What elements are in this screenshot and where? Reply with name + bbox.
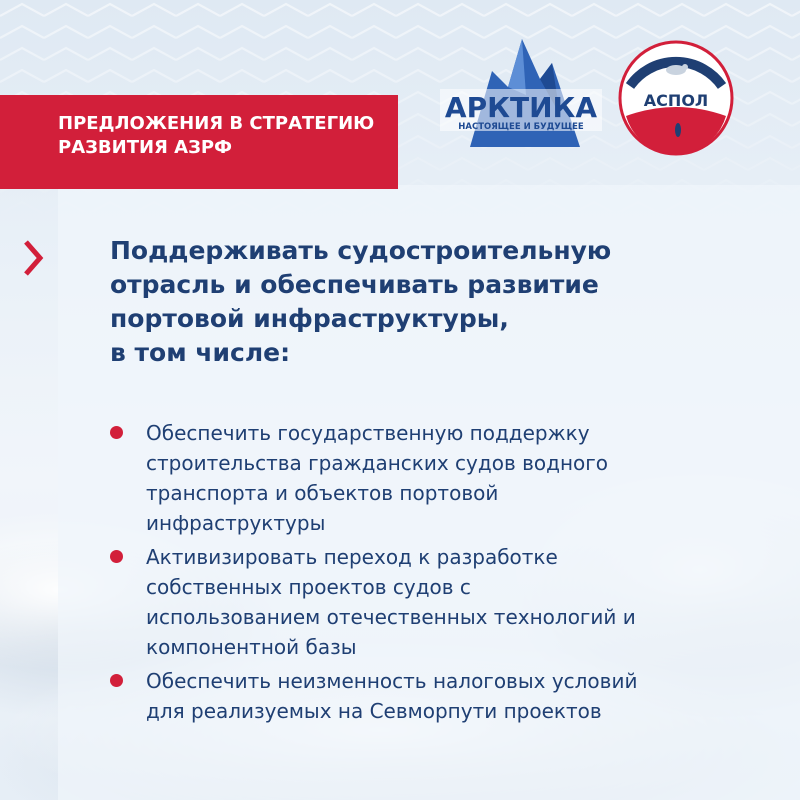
headline-line-2: отрасль и обеспечивать развитие [110,270,599,299]
headline [110,234,710,370]
list-item-line: строительства гражданских судов водного [146,451,609,475]
list-item [110,666,790,726]
bullet-dot-icon [110,550,123,563]
headline-line-3: портовой инфраструктуры, [110,304,509,333]
list-item-line: компонентной базы [146,635,357,659]
list-item-line: Обеспечить государственную поддержку [146,421,590,445]
arctika-logo [440,35,602,157]
banner-line-1: ПРЕДЛОЖЕНИЯ В СТРАТЕГИЮ [58,113,375,134]
list-item-line: инфраструктуры [146,511,326,535]
list-item-line: транспорта и объектов портовой [146,481,499,505]
chevron-right-icon [20,238,46,278]
title-banner [0,95,398,189]
aspol-logo [616,38,736,158]
arctika-logo-title: АРКТИКА [444,91,598,124]
headline-line-4: в том числе: [110,338,291,367]
list-item-line: Активизировать переход к разработке [146,545,558,569]
headline-line-1: Поддерживать судостроительную [110,236,612,265]
list-item-line: Обеспечить неизменность налоговых условий [146,669,638,693]
bullet-dot-icon [110,674,123,687]
banner-line-2: РАЗВИТИЯ АЗРФ [58,137,232,158]
list-item [110,418,790,538]
list-item-line: для реализуемых на Севморпути проектов [146,699,602,723]
list-item [110,542,790,662]
aspol-logo-title: АСПОЛ [643,91,709,110]
arctika-logo-subtitle: НАСТОЯЩЕЕ И БУДУЩЕЕ [458,122,584,132]
bullet-dot-icon [110,426,123,439]
bullet-list [110,418,790,730]
list-item-line: собственных проектов судов с [146,575,471,599]
list-item-line: использованием отечественных технологий и [146,605,636,629]
